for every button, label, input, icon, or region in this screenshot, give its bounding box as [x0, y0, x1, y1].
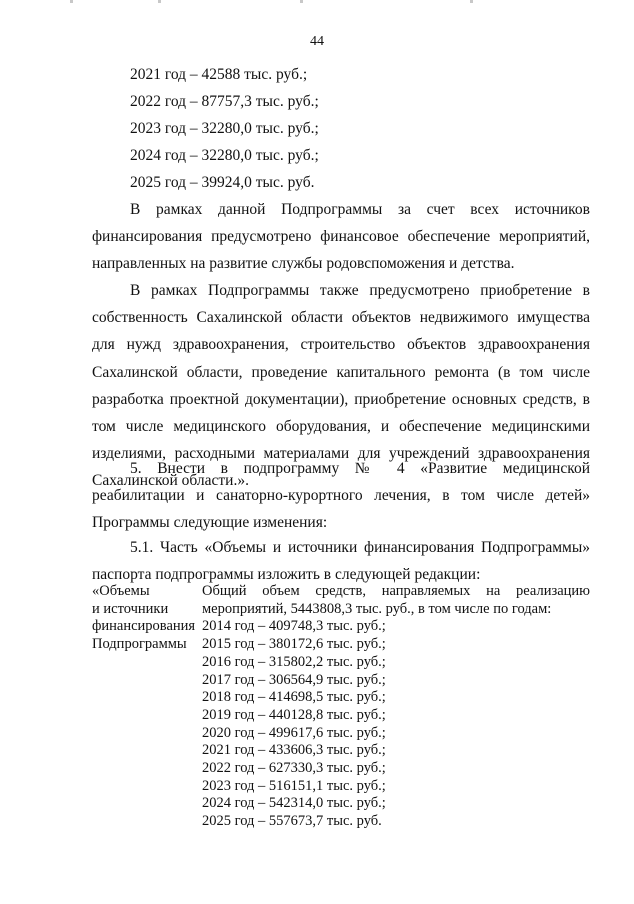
- paragraph-text: В рамках Подпрограммы также предусмотрено приобретение в собственность Сахалинской области объектов недвижимого имущества для нужд здравоохранения, строительство объектов здравоохранения Сахалинской области, проведение капитального ремонта (в том числе разработка проектной документации), приобретение основных средств, в том числе медицинского оборудования, и обеспечение медицинскими изделиями, расходными материалами для учреждений здравоохранения Сахалинской области.».: [92, 282, 590, 490]
- passport-year-line: 2023 год – 516151,1 тыс. руб.;: [202, 777, 386, 794]
- scan-mark: [70, 0, 73, 3]
- scan-mark: [158, 0, 161, 3]
- passport-year-line: 2015 год – 380172,6 тыс. руб.;: [202, 636, 386, 653]
- budget-line-2023: 2023 год – 32280,0 тыс. руб.;: [130, 120, 319, 137]
- paragraph-amendment-5-1: [92, 534, 590, 588]
- page-number: 44: [310, 34, 324, 49]
- passport-label-line: Подпрограммы: [92, 636, 187, 653]
- budget-line-2022: 2022 год – 87757,3 тыс. руб.;: [130, 93, 319, 110]
- passport-label-line: и источники: [92, 600, 169, 617]
- passport-intro: Общий объем средств, направляемых на реализацию мероприятий, 5443808,3 тыс. руб., в том числе по годам:: [202, 583, 590, 617]
- passport-year-line: 2020 год – 499617,6 тыс. руб.;: [202, 724, 386, 741]
- passport-label: [92, 583, 204, 654]
- passport-year-line: 2024 год – 542314,0 тыс. руб.;: [202, 795, 386, 812]
- passport-label-line: «Объемы: [92, 583, 150, 599]
- paragraph-text: 5. Внести в подпрограмму № 4 «Развитие медицинской реабилитации и санаторно-курортного лечения, в том числе детей» Программы следующие изменения:: [92, 460, 590, 532]
- scan-mark: [470, 0, 473, 3]
- paragraph-amendment-5: [92, 455, 590, 537]
- passport-content: [202, 583, 590, 831]
- budget-line-2021: 2021 год – 42588 тыс. руб.;: [130, 66, 308, 83]
- budget-line-2024: 2024 год – 32280,0 тыс. руб.;: [130, 147, 319, 164]
- passport-year-line: 2025 год – 557673,7 тыс. руб.: [202, 813, 382, 830]
- paragraph-text: В рамках данной Подпрограммы за счет всех источников финансирования предусмотрено финансовое обеспечение мероприятий, направленных на развитие службы родовспоможения и детства.: [92, 201, 590, 273]
- passport-year-line: 2019 год – 440128,8 тыс. руб.;: [202, 706, 386, 723]
- passport-year-line: 2014 год – 409748,3 тыс. руб.;: [202, 618, 386, 635]
- budget-line-2025: 2025 год – 39924,0 тыс. руб.: [130, 174, 315, 191]
- passport-year-line: 2018 год – 414698,5 тыс. руб.;: [202, 689, 386, 706]
- passport-label-line: финансирования: [92, 618, 196, 635]
- scan-mark: [300, 0, 303, 3]
- passport-year-line: 2017 год – 306564,9 тыс. руб.;: [202, 671, 386, 688]
- passport-year-line: 2022 год – 627330,3 тыс. руб.;: [202, 760, 386, 777]
- paragraph-funding-purpose: [92, 196, 590, 278]
- paragraph-text: 5.1. Часть «Объемы и источники финансирования Подпрограммы» паспорта подпрограммы изложить в следующей редакции:: [92, 539, 590, 584]
- passport-year-line: 2016 год – 315802,2 тыс. руб.;: [202, 653, 386, 670]
- passport-year-line: 2021 год – 433606,3 тыс. руб.;: [202, 742, 386, 759]
